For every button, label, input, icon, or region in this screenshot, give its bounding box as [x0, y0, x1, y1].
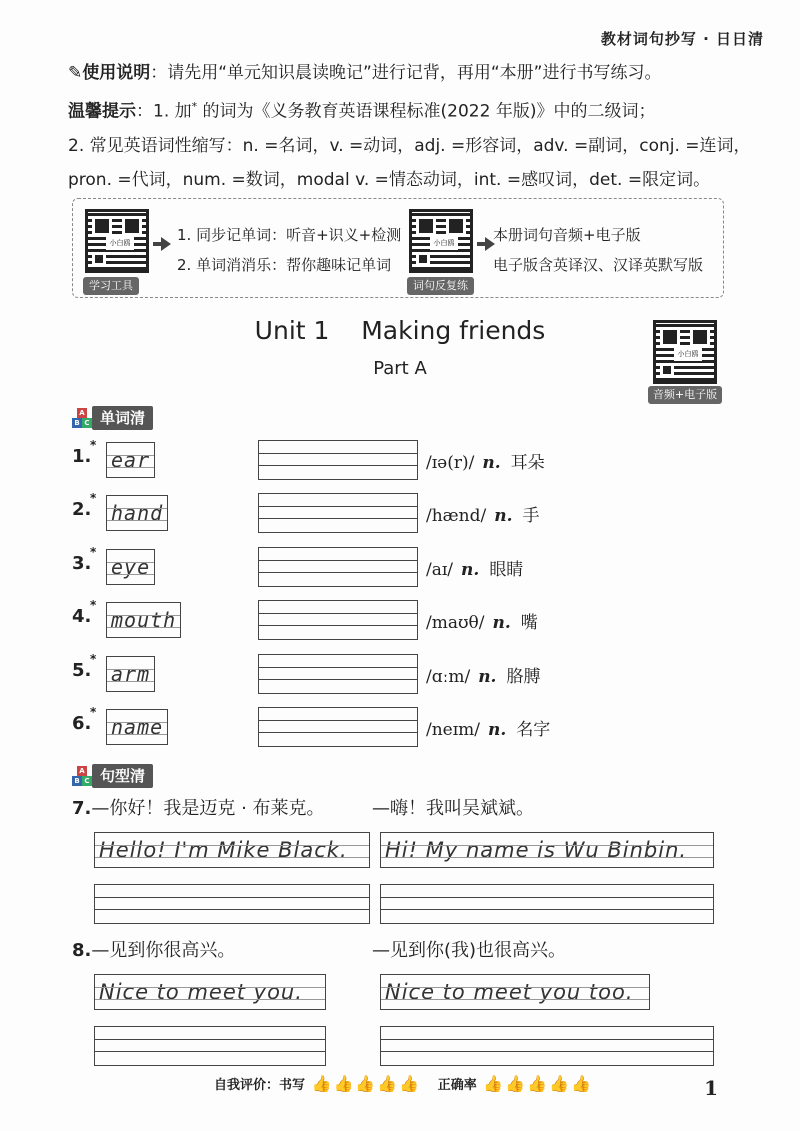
- level-star: *: [90, 598, 97, 613]
- word-info: [426, 608, 538, 633]
- phonetic: /neɪm/: [426, 720, 481, 740]
- qr-caption: 小白鸥: [674, 347, 702, 361]
- level-star: *: [90, 438, 97, 452]
- qr-code-icon[interactable]: [653, 320, 717, 384]
- word-meaning: 耳朵: [510, 453, 545, 473]
- thumbs-up-icon[interactable]: 👍: [333, 1074, 354, 1093]
- writing-lines[interactable]: [258, 493, 418, 533]
- writing-lines[interactable]: [94, 1026, 326, 1066]
- thumbs-up-icon[interactable]: 👍: [355, 1074, 376, 1093]
- level-star: *: [90, 705, 97, 719]
- word-meaning: 名字: [516, 720, 551, 740]
- word-number: 4.: [72, 606, 92, 628]
- tool-item-2: 2. 单词消消乐：帮你趣味记单词: [177, 256, 392, 274]
- sentence-prompt-right: —嗨！我叫吴斌斌。: [372, 798, 534, 819]
- abbr-line-2: pron. =代词，num. =数词，modal v. =情态动词，int. =感叹词，det. =限定词。: [68, 169, 711, 190]
- qr-caption: 小白鸥: [430, 236, 458, 250]
- self-evaluation: [214, 1074, 591, 1093]
- abc-blocks-icon: A B C: [72, 408, 92, 428]
- phonetic: /ɑːm/: [426, 666, 471, 687]
- part-of-speech: n.: [482, 453, 501, 473]
- abbr-line-1: 2. 常见英语词性缩写：n. =名词，v. =动词，adj. =形容词，adv. =副词，conj. =连词，: [68, 135, 751, 156]
- part-title: Part A: [373, 358, 427, 379]
- word-info: [426, 501, 540, 526]
- word-meaning: 胳膊: [506, 666, 541, 687]
- thumbs-up-icon[interactable]: 👍: [483, 1074, 504, 1093]
- tip-text-a: ：1. 加: [136, 101, 192, 122]
- sentences-section-title: 句型清: [92, 764, 153, 788]
- usage-line: [68, 56, 768, 90]
- word-number: 1.: [72, 446, 92, 467]
- word-meaning: 眼睛: [489, 559, 524, 580]
- phonetic: /aɪ/: [426, 559, 454, 580]
- writing-lines[interactable]: [258, 654, 418, 694]
- self-eval-label: 自我评价：: [214, 1078, 280, 1093]
- tool-item-3: 本册词句音频+电子版: [493, 226, 641, 244]
- tool-item-4: 电子版含英译汉、汉译英默写版: [493, 256, 704, 274]
- qr-code-icon[interactable]: [85, 209, 149, 273]
- abc-blocks-icon: A B C: [72, 766, 92, 786]
- instructions: [68, 56, 768, 197]
- writing-lines[interactable]: [258, 600, 418, 640]
- writing-lines[interactable]: [258, 707, 418, 747]
- level-star: *: [90, 491, 97, 506]
- tool-item-1: 1. 同步记单词：听音+识义+检测: [177, 226, 402, 244]
- level-star: *: [90, 651, 97, 666]
- writing-lines[interactable]: [380, 884, 714, 924]
- writing-lines[interactable]: [258, 440, 418, 480]
- part-of-speech: n.: [488, 720, 507, 740]
- header-title: 教材词句抄写 · 日日清: [600, 30, 764, 48]
- sentence-prompt-left: 8.—见到你很高兴。: [72, 940, 236, 961]
- level-star: *: [90, 544, 97, 559]
- part-of-speech: n.: [461, 559, 480, 580]
- word-info: [426, 662, 540, 687]
- word-row: [72, 440, 752, 480]
- sentence-model-left: Hello! I'm Mike Black.: [94, 832, 370, 868]
- word-row: [72, 544, 752, 587]
- word-model: eye: [106, 549, 155, 585]
- word-model: name: [106, 709, 168, 745]
- part-of-speech: n.: [492, 613, 511, 634]
- tip-line: [68, 90, 768, 129]
- word-number: 6.: [72, 713, 92, 734]
- accuracy-label: 正确率: [437, 1078, 477, 1093]
- word-info: [426, 555, 523, 580]
- word-row: [72, 493, 752, 533]
- phonetic: /maʊθ/: [426, 613, 485, 634]
- word-model: ear: [106, 442, 155, 478]
- page-number: 1: [704, 1076, 718, 1100]
- learning-tool-tag: 学习工具: [83, 277, 139, 295]
- arrow-right-icon: [161, 237, 171, 251]
- usage-text: ：请先用“单元知识晨读晚记”进行记背，再用“本册”进行书写练习。: [150, 63, 662, 83]
- learning-tools-box: [72, 198, 724, 298]
- writing-lines[interactable]: [380, 1026, 714, 1066]
- tip-label: 温馨提示: [68, 101, 136, 122]
- writing-lines[interactable]: [258, 547, 418, 587]
- thumbs-up-icon[interactable]: 👍: [505, 1074, 526, 1093]
- practice-tool-tag: 词句反复练: [407, 277, 474, 295]
- word-number: 3.: [72, 552, 92, 574]
- part-of-speech: n.: [478, 666, 497, 687]
- word-model: mouth: [106, 602, 181, 638]
- thumbs-up-icon[interactable]: 👍: [527, 1074, 548, 1093]
- word-number: 2.: [72, 499, 92, 521]
- sentence-prompt-right: —见到你(我)也很高兴。: [372, 940, 567, 961]
- sentence-model-left: Nice to meet you.: [94, 974, 326, 1010]
- word-model: arm: [106, 656, 155, 692]
- thumbs-up-icon[interactable]: 👍: [377, 1074, 398, 1093]
- word-row: [72, 707, 752, 747]
- thumbs-up-icon[interactable]: 👍: [549, 1074, 569, 1093]
- thumbs-up-icon[interactable]: 👍: [311, 1074, 332, 1093]
- tip-text-b: 的词为《义务教育英语课程标准(2022 年版)》中的二级词；: [197, 101, 656, 122]
- word-info: [426, 715, 550, 740]
- word-meaning: 嘴: [520, 613, 538, 634]
- word-number: 5.: [72, 659, 92, 681]
- sentence-model-right: Nice to meet you too.: [380, 974, 650, 1010]
- word-info: [426, 448, 545, 473]
- word-row: [72, 651, 752, 694]
- phonetic: /ɪə(r)/: [426, 453, 475, 473]
- qr-code-icon[interactable]: [409, 209, 473, 273]
- audio-qr-tag: 音频+电子版: [648, 386, 722, 404]
- sentence-model-right: Hi! My name is Wu Binbin.: [380, 832, 714, 868]
- words-section-title: 单词清: [92, 406, 153, 430]
- writing-lines[interactable]: [94, 884, 370, 924]
- audio-qr-block: [648, 320, 722, 402]
- part-of-speech: n.: [494, 506, 513, 527]
- writing-label: 书写: [279, 1078, 306, 1093]
- pencil-icon: ✎: [68, 63, 83, 83]
- thumbs-up-icon[interactable]: 👍: [570, 1074, 591, 1093]
- unit-title: Unit 1 Making friends: [254, 316, 546, 345]
- word-row: [72, 600, 752, 640]
- sentence-prompt-left: 7.—你好！我是迈克 · 布莱克。: [72, 798, 325, 819]
- word-meaning: 手: [522, 506, 540, 527]
- qr-caption: 小白鸥: [106, 236, 134, 250]
- word-model: hand: [106, 495, 168, 531]
- thumbs-up-icon[interactable]: 👍: [399, 1074, 420, 1093]
- tip-star: *: [191, 100, 198, 113]
- usage-label: 使用说明: [82, 63, 151, 83]
- phonetic: /hænd/: [426, 506, 487, 527]
